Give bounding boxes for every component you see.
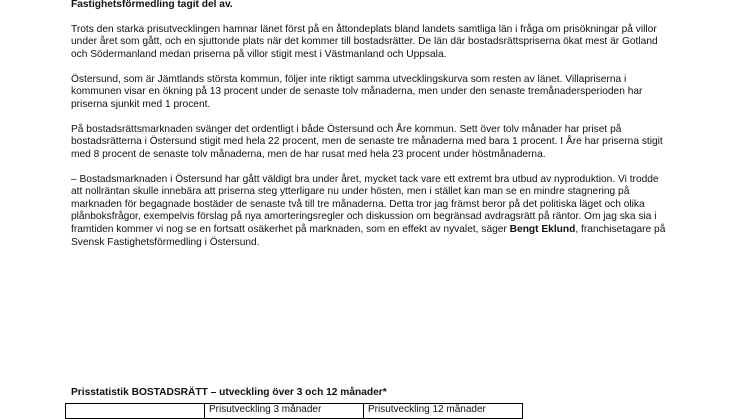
top-line: Fastighetsförmedling tagit del av.: [71, 0, 233, 10]
table-header-row: [66, 404, 523, 419]
quote-speaker: Bengt Eklund: [509, 224, 576, 236]
paragraph-condo-market: På bostadsrättsmarknaden svänger det ordentligt i både Östersund och Åre kommun. Sett över tolv månader har priset på bostadsrätterna i Östersund stigit med hela 22 procent, men de senaste tre månaderna med bara 1 procent. I Åre har priserna stigit med 8 procent de senaste tolv månaderna, men de har rusat med hela 23 procent under höstmånaderna.: [71, 123, 663, 160]
stats-title: Prisstatistik BOSTADSRÄTT – utveckling över 3 och 12 månader*: [71, 387, 387, 398]
quote-attribution: , franchisetagare på Svensk Fastighetsförmedling i Östersund.: [71, 224, 666, 248]
table-header-12-months: Prisutveckling 12 månader: [364, 404, 523, 419]
table-header-3-months: Prisutveckling 3 månader: [205, 404, 364, 419]
quote-paragraph: [71, 174, 671, 250]
price-stats-table: [65, 403, 523, 419]
paragraph-ostersund-villas: Östersund, som är Jämtlands största kommun, följer inte riktigt samma utvecklingskurva som resten av länet. Villapriserna i kommunen visar en ökning på 13 procent under de senaste tolv månaderna, men under den senaste tremånadersperioden har priserna sjunkit med 1 procent.: [71, 73, 643, 110]
paragraph-county-ranking: Trots den starka prisutvecklingen hamnar länet först på en åttondeplats bland landets samtliga län i fråga om prisökningar på villor under året som gått, och en sjuttonde plats när det kommer till bostadsrätter. De län där bostadsrättspriserna ökat mest är Gotland och Södermanland medan priserna på villor stigit mest i Västmanland och Uppsala.: [71, 23, 658, 60]
document-body: [71, 0, 671, 261]
quote-text: – Bostadsmarknaden i Östersund har gått väldigt bra under året, mycket tack vare ett extremt bra utbud av nyproduktion. Vi trodde att nollräntan skulle innebära att priserna steg ytterligare nu under hösten, men i stället kan man se en mindre stagnering på marknaden för begagnade bostäder de senaste två till tre månaderna. Detta tror jag främst beror på det politiska läget och olika plånboksfrågor, exempelvis förslag på nya amorteringsregler och diskussion om begränsad avdragsrätt på räntor. Om jag ska sia i framtiden kommer vi nog se en fortsatt osäkerhet på marknaden, som en effekt av nyvalet, säger: [71, 173, 659, 236]
table-header-empty: [66, 404, 205, 419]
